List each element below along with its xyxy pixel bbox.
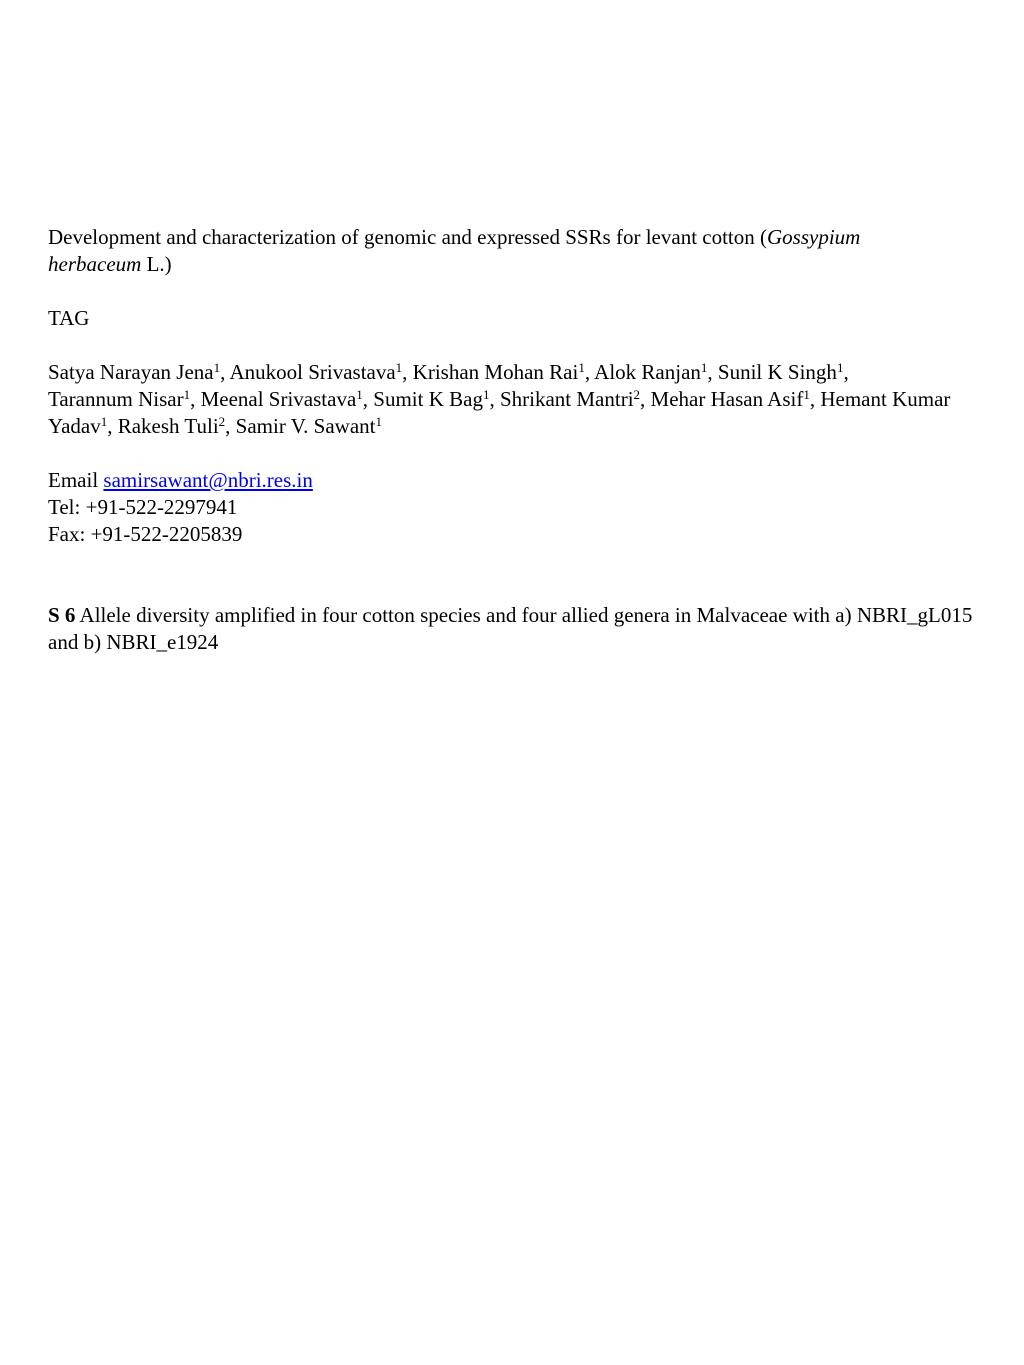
affiliation-mark: 1 [213, 360, 221, 375]
author: Tarannum Nisar [48, 387, 184, 411]
affiliation-mark: 1 [803, 387, 810, 402]
affiliation-mark: 1 [183, 387, 191, 402]
author: Rakesh Tuli [117, 414, 219, 438]
author: Krishan Mohan Rai [412, 360, 579, 384]
author-list: Satya Narayan Jena$^1$, Anukool Srivastava$^1$, Krishan Mohan Rai$^1$, Alok Ranjan$^1$, Sunil K Singh$^1$, Tarannum Nisar$^1$, Meenal Srivastava$^1$, Sumit K Bag$^1$, Shrikant Mantri$^2$, Mehar Hasan Asif$^1$, Hemant Kumar Yadav$^1$, Rakesh Tuli$^2$, Samir V. Sawant$^1$ [48, 360, 951, 438]
email-link[interactable]: samirsawant@nbri.res.in [103, 468, 313, 492]
supplementary-caption [48, 602, 983, 656]
affiliation-mark: 2 [633, 387, 641, 402]
email-label: Email [48, 468, 104, 492]
affiliation-mark: 1 [482, 387, 490, 402]
title-text-end: L.) [141, 252, 172, 276]
author: Hemant Kumar Yadav [48, 387, 951, 438]
document-page [48, 224, 983, 656]
title-italic-species: herbaceum [48, 252, 142, 276]
author: Shrikant Mantri [499, 387, 634, 411]
caption-text: Allele diversity amplified in four cotton species and four allied genera in Malvaceae with a) NBRI_gL015 and b) NBRI_e1924 [48, 603, 983, 654]
contact-block [48, 467, 978, 548]
email-line [48, 467, 978, 494]
affiliation-mark: 1 [375, 414, 382, 429]
paper-title [48, 224, 978, 278]
caption-label: S 6 [48, 603, 76, 627]
journal-name: TAG [48, 306, 90, 330]
affiliation-mark: 1 [356, 387, 363, 402]
author: Meenal Srivastava [200, 387, 357, 411]
author: Alok Ranjan [594, 360, 701, 384]
affiliation-mark: 1 [578, 360, 585, 375]
author: Samir V. Sawant [235, 414, 376, 438]
author: Satya Narayan Jena [48, 360, 214, 384]
affiliation-mark: 1 [700, 360, 708, 375]
fax-line: Fax: +91-522-2205839 [48, 522, 243, 546]
title-text: Development and characterization of genomic and expressed SSRs for levant cotton ( [48, 225, 768, 249]
author: Anukool Srivastava [229, 360, 396, 384]
affiliation-mark: 1 [395, 360, 403, 375]
tel-line: Tel: +91-522-2297941 [48, 495, 238, 519]
affiliation-mark: 2 [218, 414, 226, 429]
author: Sunil K Singh [717, 360, 837, 384]
affiliation-mark: 1 [836, 360, 844, 375]
author: Mehar Hasan Asif [650, 387, 804, 411]
author: Sumit K Bag [373, 387, 483, 411]
affiliation-mark: 1 [100, 414, 108, 429]
title-italic-genus: Gossypium [767, 225, 861, 249]
